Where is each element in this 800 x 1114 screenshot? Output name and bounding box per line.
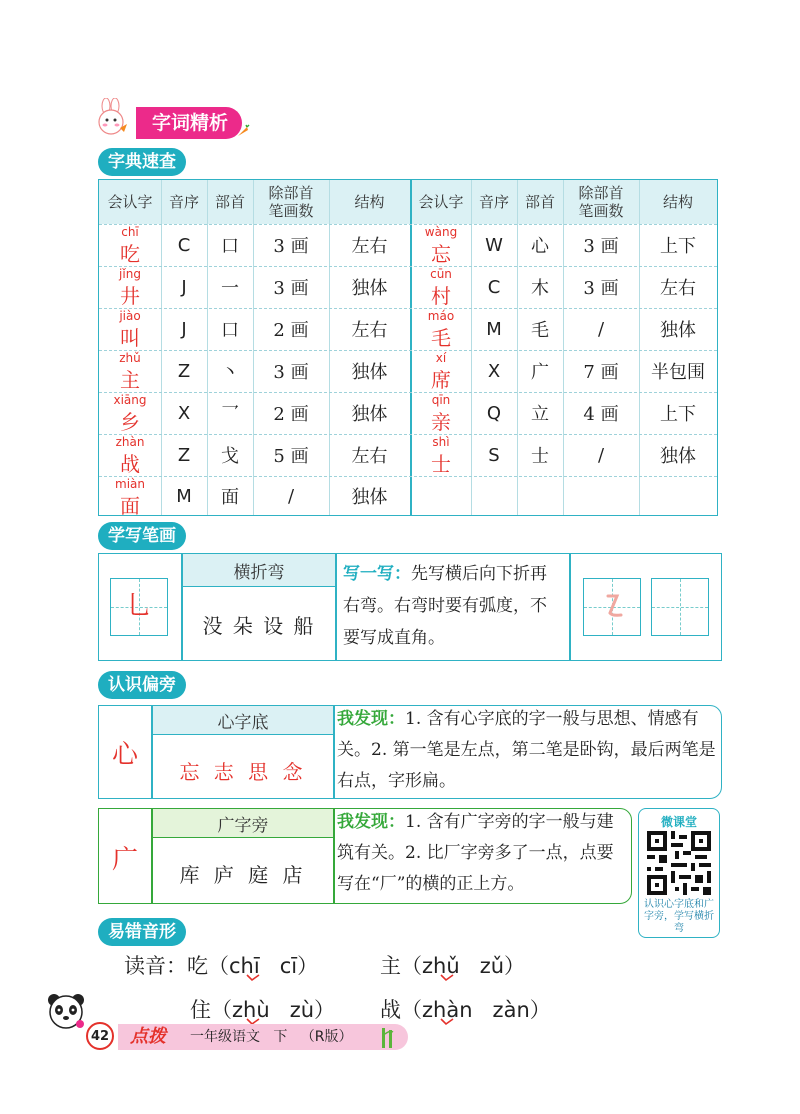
- row-char: 席: [431, 368, 451, 392]
- panda-mascot-icon: [44, 992, 88, 1032]
- row-pinyin: jǐng: [119, 267, 141, 281]
- finding-text: 1. 含有心字底的字一般与思想、情感有关。2. 第一笔是左点，第二笔是卧钩，最后两笔是右点，字形扁。: [337, 709, 716, 791]
- error-line-3: 住（zhù zù）: [190, 998, 336, 1022]
- row-order: W: [485, 234, 503, 256]
- qr-card[interactable]: [638, 808, 720, 938]
- practice-grid[interactable]: [583, 578, 641, 636]
- radical-char: 心: [111, 740, 138, 770]
- finding-label: 我发现：: [337, 812, 405, 832]
- row-pinyin: zhàn: [115, 435, 145, 449]
- footer-book-info: [190, 1024, 352, 1050]
- error-line-1: 读音：吃（chī cī）: [124, 954, 319, 978]
- footer-grade: 一年级语文: [190, 1029, 260, 1045]
- row-pinyin: wàng: [424, 225, 458, 239]
- error-char: 战: [380, 998, 401, 1022]
- radical-char: 广: [111, 845, 138, 875]
- row-pinyin: cūn: [430, 267, 452, 281]
- row-radical: 士: [531, 446, 549, 467]
- row-strokes: 2 画: [273, 320, 309, 341]
- row-strokes: 5 画: [273, 446, 309, 467]
- row-order: X: [177, 402, 191, 424]
- stroke-description: [343, 558, 557, 654]
- finding-text: 1. 含有广字旁的字一般与建筑有关。2. 比厂字旁多了一点，点要写在“厂”的横的正上方。: [337, 812, 614, 894]
- row-structure: 独体: [351, 278, 388, 299]
- row-structure: 半包围: [651, 362, 705, 383]
- row-pinyin: máo: [427, 309, 455, 323]
- row-radical: 乛: [221, 404, 239, 425]
- error-option: zàn: [492, 998, 530, 1022]
- row-radical: 心: [531, 236, 549, 257]
- row-order: M: [176, 485, 192, 507]
- error-option: zù: [289, 998, 315, 1022]
- bamboo-icon: [378, 1026, 398, 1048]
- row-structure: 左右: [351, 320, 388, 341]
- row-char: 叫: [120, 326, 140, 350]
- row-strokes: 3 画: [583, 278, 619, 299]
- radical-box-shelter: [98, 808, 632, 904]
- practice-grid[interactable]: [651, 578, 709, 636]
- row-char: 战: [120, 452, 140, 476]
- qr-title: 微课堂: [660, 815, 697, 829]
- row-char: 忘: [431, 242, 451, 266]
- row-radical: 口: [221, 320, 239, 341]
- brand-logo: 点拨: [130, 1026, 166, 1047]
- row-structure: 独体: [660, 320, 696, 341]
- section-strokes: 学写笔画: [98, 522, 186, 550]
- main-title-text: 字词精析: [136, 107, 242, 139]
- row-pinyin: miàn: [115, 477, 145, 491]
- row-strokes: 3 画: [273, 362, 309, 383]
- row-radical: 木: [531, 278, 549, 299]
- row-pinyin: qīn: [431, 393, 451, 407]
- row-char: 亲: [431, 410, 451, 434]
- row-char: 村: [431, 284, 451, 308]
- row-char: 面: [120, 494, 140, 518]
- error-line-4: 战（zhàn zàn）: [380, 998, 551, 1022]
- header-order: 音序: [478, 193, 509, 211]
- rabbit-mascot-icon: [94, 98, 128, 138]
- header-radical: 部首: [524, 193, 555, 211]
- row-order: Z: [177, 360, 191, 382]
- radical-name: 心字底: [153, 706, 333, 735]
- row-pinyin: zhǔ: [119, 351, 141, 365]
- row-strokes: 3 画: [273, 278, 309, 299]
- row-radical: 丶: [221, 362, 239, 383]
- row-structure: 上下: [660, 236, 696, 257]
- row-radical: 毛: [531, 320, 549, 341]
- qr-code-icon[interactable]: [647, 831, 711, 895]
- carrot-icon: [236, 124, 250, 138]
- row-char: 主: [120, 368, 140, 392]
- header-strokes: 除部首 笔画数: [268, 184, 314, 220]
- stroke-sample: 乚: [125, 591, 152, 621]
- error-option: cī: [279, 954, 298, 978]
- error-line-2: 主（zhǔ zǔ）: [380, 954, 526, 978]
- check-mark-icon: [440, 974, 454, 982]
- row-radical: 一: [221, 278, 239, 299]
- row-pinyin: jiào: [119, 309, 141, 323]
- row-order: J: [181, 318, 187, 340]
- check-mark-icon: [440, 1018, 454, 1026]
- row-radical: 面: [221, 487, 239, 508]
- error-char: 主: [380, 954, 401, 978]
- header-char: 会认字: [418, 193, 464, 211]
- row-order: S: [488, 444, 500, 466]
- row-structure: 上下: [660, 404, 696, 425]
- error-option-correct: chī: [229, 954, 260, 978]
- row-order: J: [181, 276, 187, 298]
- row-char: 乡: [120, 410, 140, 434]
- page-number: 42: [86, 1022, 114, 1050]
- writing-grid: [110, 578, 168, 636]
- row-char: 毛: [431, 326, 451, 350]
- row-radical: 口: [221, 236, 239, 257]
- radical-finding: [337, 807, 627, 900]
- section-radicals: 认识偏旁: [98, 671, 186, 699]
- row-strokes: /: [597, 318, 605, 340]
- row-strokes: /: [287, 485, 295, 507]
- row-structure: 独体: [351, 487, 388, 508]
- row-pinyin: xiāng: [113, 393, 147, 407]
- stroke-trace-icon: [604, 593, 624, 619]
- write-text: 先写横后向下折再右弯。右弯时要有弧度，不要写成直角。: [343, 564, 547, 648]
- row-order: C: [177, 234, 191, 256]
- radical-examples: 忘 志 思 念: [179, 760, 307, 784]
- radical-name: 广字旁: [153, 809, 333, 838]
- row-pinyin: shì: [432, 435, 450, 449]
- row-structure: 左右: [660, 278, 696, 299]
- header-structure: 结构: [354, 193, 385, 211]
- radical-finding: [337, 704, 717, 797]
- section-dictionary: 字典速查: [98, 148, 186, 176]
- row-char: 井: [120, 284, 140, 308]
- section-errors: 易错音形: [98, 918, 186, 946]
- row-pinyin: xí: [435, 351, 447, 365]
- radical-box-heart: [98, 705, 722, 799]
- qr-caption: 认识心字底和广字旁，学写横折弯: [644, 899, 714, 934]
- row-structure: 独体: [351, 404, 388, 425]
- row-char: 吃: [120, 242, 140, 266]
- finding-label: 我发现：: [337, 709, 405, 729]
- read-label: 读音：: [124, 954, 187, 978]
- row-structure: 左右: [351, 446, 388, 467]
- error-option: zǔ: [479, 954, 505, 978]
- stroke-lesson-box: [98, 553, 722, 661]
- row-structure: 独体: [351, 362, 388, 383]
- row-structure: 独体: [660, 446, 696, 467]
- row-strokes: 2 画: [273, 404, 309, 425]
- dictionary-table: [98, 179, 718, 516]
- header-radical: 部首: [214, 193, 245, 211]
- error-char: 吃: [187, 954, 208, 978]
- error-char: 住: [190, 998, 211, 1022]
- radical-examples: 库 庐 庭 店: [179, 863, 307, 887]
- stroke-name: 横折弯: [183, 554, 335, 587]
- row-order: Q: [486, 402, 502, 424]
- header-char: 会认字: [107, 193, 153, 211]
- check-mark-icon: [246, 974, 260, 982]
- write-label: 写一写：: [343, 564, 411, 584]
- row-order: Z: [177, 444, 191, 466]
- row-structure: 左右: [351, 236, 388, 257]
- error-option-correct: zhù: [232, 998, 270, 1022]
- row-strokes: /: [597, 444, 605, 466]
- row-order: M: [486, 318, 502, 340]
- row-radical: 广: [531, 362, 549, 383]
- header-order: 音序: [168, 193, 199, 211]
- error-option-correct: zhàn: [422, 998, 473, 1022]
- header-structure: 结构: [662, 193, 693, 211]
- row-radical: 立: [531, 404, 549, 425]
- row-strokes: 7 画: [583, 362, 619, 383]
- row-radical: 戈: [221, 446, 239, 467]
- row-strokes: 3 画: [583, 236, 619, 257]
- footer-edition: （R版）: [300, 1029, 353, 1045]
- stroke-examples: 没 朵 设 船: [202, 614, 316, 638]
- row-strokes: 3 画: [273, 236, 309, 257]
- row-order: C: [487, 276, 501, 298]
- header-strokes: 除部首 笔画数: [578, 184, 624, 220]
- error-option-correct: zhǔ: [422, 954, 460, 978]
- row-order: X: [487, 360, 501, 382]
- row-pinyin: chī: [121, 225, 139, 239]
- row-strokes: 4 画: [583, 404, 619, 425]
- footer-volume: 下: [273, 1029, 288, 1045]
- row-char: 士: [431, 452, 451, 476]
